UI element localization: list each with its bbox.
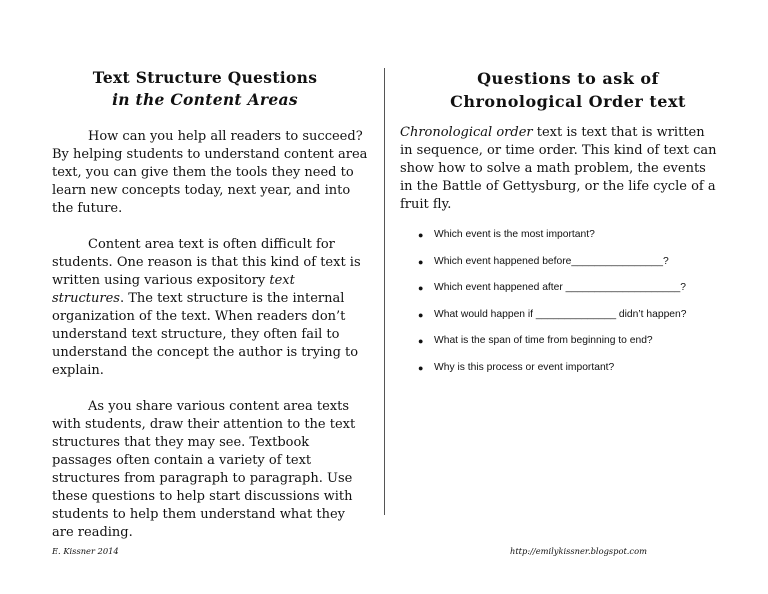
intro-paragraph bbox=[400, 124, 720, 214]
bullet-icon: ● bbox=[418, 336, 424, 346]
question-text: Which event happened after ____________________? bbox=[434, 282, 686, 293]
left-heading-line1: Text Structure Questions bbox=[92, 68, 318, 87]
paragraph-3: As you share various content area texts with students, draw their attention to the text structures that they may see. Textbook passages often contain a variety of text structures from paragraph to paragraph. Use these questions to help start discussions with students to help them understand what they are reading. bbox=[52, 399, 356, 540]
right-heading-line2: Chronological Order text bbox=[450, 92, 686, 111]
list-item bbox=[418, 281, 720, 296]
question-text: What would happen if ______________ didn’t happen? bbox=[434, 308, 687, 320]
question-text: What is the span of time from beginning to end? bbox=[434, 335, 653, 346]
paragraph-2-part-b: . The text structure is the internal organization of the text. When readers don’t understand text structure, they often fail to understand the concept the author is trying to explain. bbox=[52, 291, 359, 378]
question-text: Which event is the most important? bbox=[434, 229, 595, 240]
question-list bbox=[400, 228, 720, 375]
paragraph-2-italic: text structures bbox=[52, 273, 295, 306]
left-heading bbox=[52, 67, 370, 111]
column-divider bbox=[384, 68, 385, 515]
intro-italic: Chronological order bbox=[400, 125, 533, 140]
question-text: Which event happened before________________? bbox=[434, 255, 669, 267]
bullet-icon: ● bbox=[418, 230, 424, 240]
bullet-icon: ● bbox=[418, 283, 424, 293]
paragraph-2 bbox=[52, 236, 370, 380]
right-heading bbox=[400, 67, 720, 113]
bullet-icon: ● bbox=[418, 362, 424, 373]
paragraph-1: How can you help all readers to succeed? By helping students to understand content area text, you can give them the tools they need to learn new concepts today, next year, and into the future. bbox=[52, 129, 368, 216]
footer-url: http://emilykissner.blogspot.com bbox=[510, 546, 647, 556]
paragraph-2-part-a: Content area text is often difficult for students. One reason is that this kind of text is written using various expository bbox=[52, 237, 361, 288]
question-text: Why is this process or event important? bbox=[434, 361, 615, 373]
list-item bbox=[418, 334, 720, 349]
intro-rest: text is text that is written in sequence, or time order. This kind of text can show how to solve a math problem, the events in the Battle of Gettysburg, or the life cycle of a fruit fly. bbox=[400, 125, 717, 212]
bullet-icon: ● bbox=[418, 256, 424, 267]
left-column bbox=[52, 67, 370, 542]
bullet-icon: ● bbox=[418, 309, 424, 320]
left-heading-line2: in the Content Areas bbox=[112, 90, 298, 109]
right-heading-line1: Questions to ask of bbox=[477, 69, 659, 88]
list-item bbox=[418, 255, 720, 270]
footer-author: E. Kissner 2014 bbox=[52, 546, 119, 556]
right-column bbox=[400, 67, 720, 387]
list-item bbox=[418, 308, 720, 323]
list-item bbox=[418, 361, 720, 376]
list-item bbox=[418, 228, 720, 243]
